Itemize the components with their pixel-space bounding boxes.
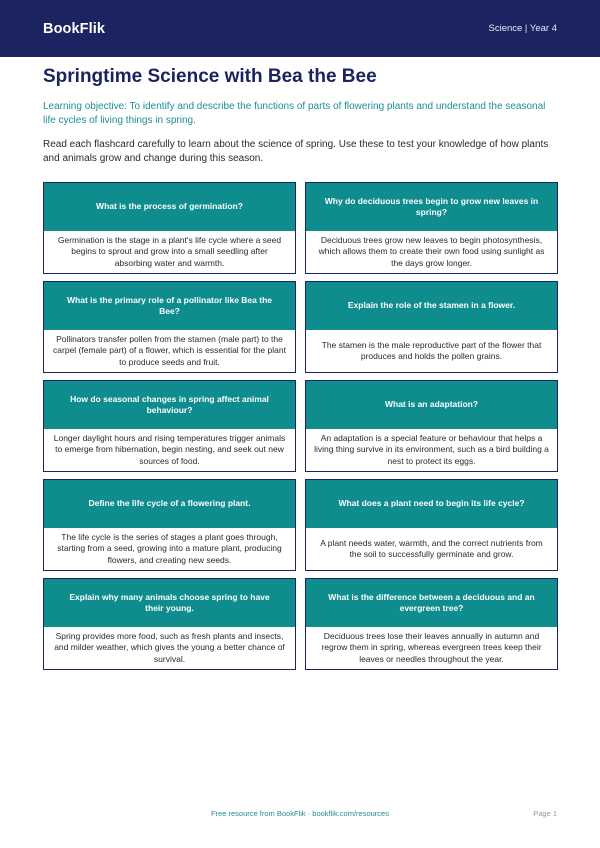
learning-objective: Learning objective: To identify and describe the functions of parts of flowering plants and understand the seasonal life cycles of living things in spring. xyxy=(43,101,546,126)
flashcard xyxy=(43,182,296,274)
flashcard-question: What does a plant need to begin its life cycle? xyxy=(306,480,557,528)
flashcard-answer: Pollinators transfer pollen from the stamen (male part) to the carpel (female part) of a flower, which is essential for the plant to produce seeds and fruit. xyxy=(53,333,286,367)
flashcard-question: What is the difference between a deciduous and an evergreen tree? xyxy=(306,579,557,627)
page-number: Page 1 xyxy=(533,809,557,818)
brand-logo[interactable]: BookFlik xyxy=(43,20,106,37)
resource-link[interactable]: Free resource from BookFlik · bookflik.com/resources xyxy=(211,809,389,818)
flashcard-answer: Deciduous trees grow new leaves to begin photosynthesis, which allows them to create their own food using sunlight as the days grow longer. xyxy=(318,234,545,268)
flashcard xyxy=(305,281,558,373)
flashcard-question: Explain why many animals choose spring to have their young. xyxy=(44,579,295,627)
flashcard-answer: An adaptation is a special feature or behaviour that helps a living thing survive in its environment, such as a bird building a nest to protect its eggs. xyxy=(314,432,549,466)
flashcard-answer: The stamen is the male reproductive part of the flower that produces and holds the pollen grains. xyxy=(321,339,542,361)
flashcard xyxy=(43,380,296,472)
flashcard-question: Explain the role of the stamen in a flower. xyxy=(306,282,557,330)
flashcard-answer: Germination is the stage in a plant's life cycle where a seed begins to sprout and grow into a small seedling after absorbing water and warmth. xyxy=(57,234,282,268)
flashcard xyxy=(43,281,296,373)
flashcard-question: Define the life cycle of a flowering plant. xyxy=(44,480,295,528)
flashcard-question: Why do deciduous trees begin to grow new leaves in spring? xyxy=(306,183,557,231)
flashcard-answer: The life cycle is the series of stages a plant goes through, starting from a seed, growing into a mature plant, producing flowers, and creating new seeds. xyxy=(57,531,282,565)
flashcard xyxy=(305,479,558,571)
flashcard xyxy=(305,182,558,274)
flashcard-answer: Deciduous trees lose their leaves annually in autumn and regrow them in spring, whereas evergreen trees keep their leaves or needles throughout the year. xyxy=(321,630,542,664)
page-header xyxy=(0,0,600,57)
flashcard-question: What is the primary role of a pollinator like Bea the Bee? xyxy=(44,282,295,330)
subject-year-label: Science | Year 4 xyxy=(488,23,557,34)
flashcard xyxy=(43,479,296,571)
flashcard xyxy=(305,578,558,670)
flashcard-answer: Spring provides more food, such as fresh plants and insects, and milder weather, which gives the young a better chance of survival. xyxy=(54,630,285,664)
flashcard-question: What is an adaptation? xyxy=(306,381,557,429)
flashcard-question: How do seasonal changes in spring affect animal behaviour? xyxy=(44,381,295,429)
page-footer xyxy=(0,808,600,822)
flashcard-grid xyxy=(43,182,558,670)
flashcard-question: What is the process of germination? xyxy=(44,183,295,231)
intro-text: Read each flashcard carefully to learn about the science of spring. Use these to test your knowledge of how plants and animals grow and change during this season. xyxy=(43,139,549,164)
flashcard xyxy=(43,578,296,670)
flashcard-answer: Longer daylight hours and rising temperatures trigger animals to emerge from hibernation, begin nesting, and seek out new sources of food. xyxy=(53,432,286,466)
page-title: Springtime Science with Bea the Bee xyxy=(43,66,377,87)
flashcard-answer: A plant needs water, warmth, and the correct nutrients from the soil to successfully germinate and grow. xyxy=(320,537,543,559)
flashcard xyxy=(305,380,558,472)
